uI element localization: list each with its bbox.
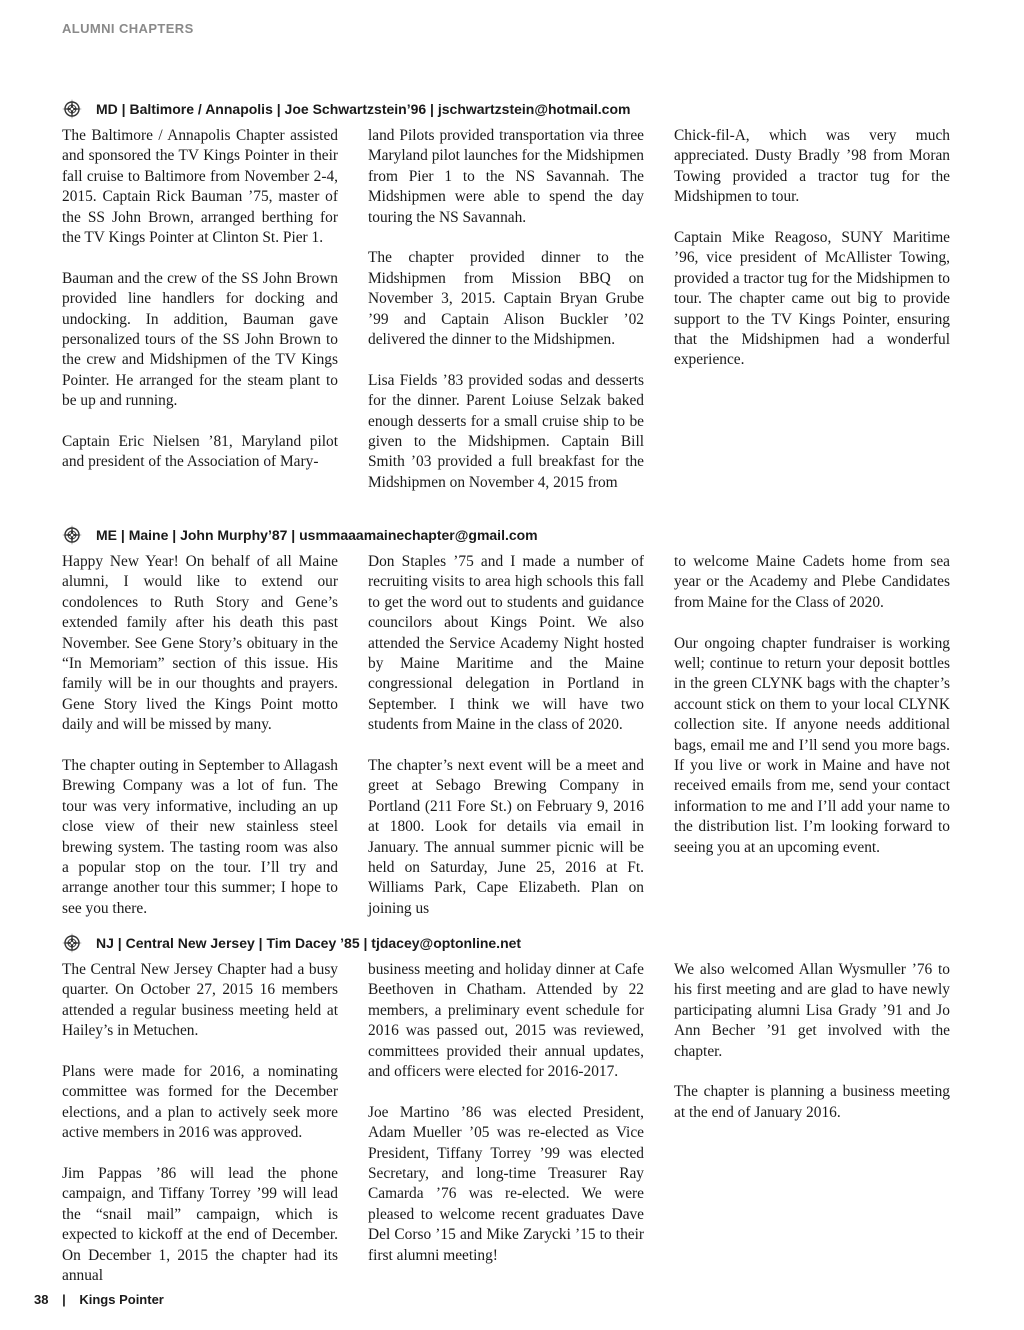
article-columns: [62, 126, 952, 496]
paragraph: We also welcomed Allan Wysmuller ’76 to his first meeting and are glad to have newly participating alumni Lisa Grady ’91 and Jo Ann Becher ’91 get involved with the chapter.: [674, 961, 950, 1060]
chapter-heading-text: MD | Baltimore / Annapolis | Joe Schwartzstein’96 | jschwartzstein@hotmail.com: [96, 101, 631, 117]
chapter-heading-text: ME | Maine | John Murphy’87 | usmmaaamainechapter@gmail.com: [96, 527, 538, 543]
chapter-heading: [62, 932, 952, 954]
paragraph: land Pilots provided transportation via three Maryland pilot launches for the Midshipmen from Pier 1 to the NS Savannah. The Midshipmen were able to spend the day touring the NS Savannah.: [368, 127, 644, 226]
chapter-section-me: [62, 524, 952, 917]
compass-rose-icon: [62, 525, 82, 545]
paragraph: Happy New Year! On behalf of all Maine alumni, I would like to extend our condolences to Ruth Story and Gene’s extended family after his death this past November. See Gene Story’s obituary in the “In Memoriam” section of this issue. His family will be in our thoughts and prayers. Gene Story lived the Kings Point motto daily and will be missed by many.: [62, 553, 338, 734]
paragraph: Don Staples ’75 and I made a number of recruiting visits to area high schools this fall to get the word out to students and guidance councilors about Kings Point. We also attended the Service Academy Night hosted by Maine Maritime and the Maine congressional delegation in Portland in September. I think we will have two students from Maine in the class of 2020.: [368, 553, 644, 734]
chapter-section-nj: [62, 932, 952, 1285]
chapter-heading-text: NJ | Central New Jersey | Tim Dacey ’85 | tjdacey@optonline.net: [96, 935, 522, 951]
article-column: [62, 960, 338, 1286]
paragraph: Captain Mike Reagoso, SUNY Maritime ’96, vice president of McAllister Towing, provided a tractor tug for the Midshipmen to tour. The chapter came out big to provide support to the TV Kings Pointer, ensuring that the Midshipmen had a wonderful experience.: [674, 229, 950, 369]
paragraph: The Central New Jersey Chapter had a busy quarter. On October 27, 2015 16 members attended a regular business meeting held at Hailey’s in Metuchen.: [62, 961, 338, 1040]
paragraph: Chick-fil-A, which was very much appreciated. Dusty Bradly ’98 from Moran Towing provided a tractor tug for the Midshipmen to tour.: [674, 127, 950, 206]
page-footer: [34, 1292, 164, 1307]
page-number: 38: [34, 1292, 49, 1307]
article-columns: [62, 960, 952, 1285]
compass-rose-icon: [62, 99, 82, 119]
running-header: ALUMNI CHAPTERS: [62, 21, 194, 36]
compass-rose-icon: [62, 933, 82, 953]
article-column: [368, 126, 644, 493]
article-column: [368, 552, 644, 919]
paragraph: The chapter provided dinner to the Midshipmen from Mission BBQ on November 3, 2015. Captain Bryan Grube ’99 and Captain Alison Buckler ’02 delivered the dinner to the Midshipmen.: [368, 249, 644, 349]
article-column: [368, 960, 644, 1266]
footer-separator: |: [62, 1292, 66, 1307]
paragraph: Lisa Fields ’83 provided sodas and desserts for the dinner. Parent Loiuse Selzak baked enough desserts for a small cruise ship to be given to the Midshipmen. Captain Bill Smith ’03 provided a full breakfast for the Midshipmen on November 4, 2015 from: [368, 371, 644, 491]
paragraph: The chapter is planning a business meeting at the end of January 2016.: [674, 1083, 950, 1121]
article-column: [674, 552, 950, 858]
publication-name: Kings Pointer: [79, 1292, 164, 1307]
paragraph: Bauman and the crew of the SS John Brown provided line handlers for docking and undocking. In addition, Bauman gave personalized tours of the SS John Brown to the crew and Midshipmen of the TV Kings Pointer. He arranged for the steam plant to be up and running.: [62, 269, 338, 410]
paragraph: business meeting and holiday dinner at Cafe Beethoven in Chatham. Attended by 22 members, a preliminary event schedule for 2016 was passed out, 2015 was reviewed, committees provided their annual updates, and officers were elected for 2016-2017.: [368, 961, 644, 1081]
paragraph: The Baltimore / Annapolis Chapter assisted and sponsored the TV Kings Pointer in their fall cruise to Baltimore from November 2-4, 2015. Captain Rick Bauman ’75, master of the SS John Brown, arranged berthing for the TV Kings Pointer at Clinton St. Pier 1.: [62, 127, 338, 247]
article-column: [674, 126, 950, 371]
article-columns: [62, 552, 952, 917]
paragraph: The chapter outing in September to Allagash Brewing Company was a lot of fun. The tour was very informative, including an up close view of their new stainless steel brewing system. The tasting room was also a popular stop on the tour. I’ll try and arrange another tour this summer; I hope to see you there.: [62, 757, 338, 917]
paragraph: to welcome Maine Cadets home from sea year or the Academy and Plebe Candidates from Maine for the Class of 2020.: [674, 553, 950, 611]
article-column: [62, 126, 338, 473]
paragraph: Our ongoing chapter fundraiser is working well; continue to return your deposit bottles in the green CLYNK bags with the chapter’s account stick on them to your local CLYNK collection site. If anyone needs additional bags, email me and I’ll send you more bags. If you live or work in Maine and have not received emails from me, send your contact information to me and I’ll add your name to the distribution list. I’m looking forward to seeing you at an upcoming event.: [674, 634, 950, 856]
article-column: [62, 552, 338, 919]
paragraph: Captain Eric Nielsen ’81, Maryland pilot and president of the Association of Mary-: [62, 433, 338, 471]
paragraph: Jim Pappas ’86 will lead the phone campaign, and Tiffany Torrey ’99 will lead the “snail mail” campaign, which is expected to kickoff at the end of December. On December 1, 2015 the chapter had its annual: [62, 1165, 338, 1285]
paragraph: Plans were made for 2016, a nominating committee was formed for the December elections, and a plan to actively seek more active members in 2016 was approved.: [62, 1063, 338, 1142]
chapter-heading: [62, 98, 952, 120]
paragraph: Joe Martino ’86 was elected President, Adam Mueller ’05 was re-elected as Vice President, Tiffany Torrey ’99 was elected Secretary, and long-time Treasurer Ray Camarda ’76 was re-elected. We were pleased to welcome recent graduates Dave Del Corso ’15 and Mike Zarycki ’15 to their first alumni meeting!: [368, 1103, 644, 1264]
chapter-heading: [62, 524, 952, 546]
article-column: [674, 960, 950, 1123]
chapter-section-md: [62, 98, 952, 496]
paragraph: The chapter’s next event will be a meet and greet at Sebago Brewing Company in Portland (211 Fore St.) on February 9, 2016 at 1800. Look for details via email in January. The annual summer picnic will be held on Saturday, June 25, 2016 at Ft. Williams Park, Cape Elizabeth. Plan on joining us: [368, 757, 644, 917]
